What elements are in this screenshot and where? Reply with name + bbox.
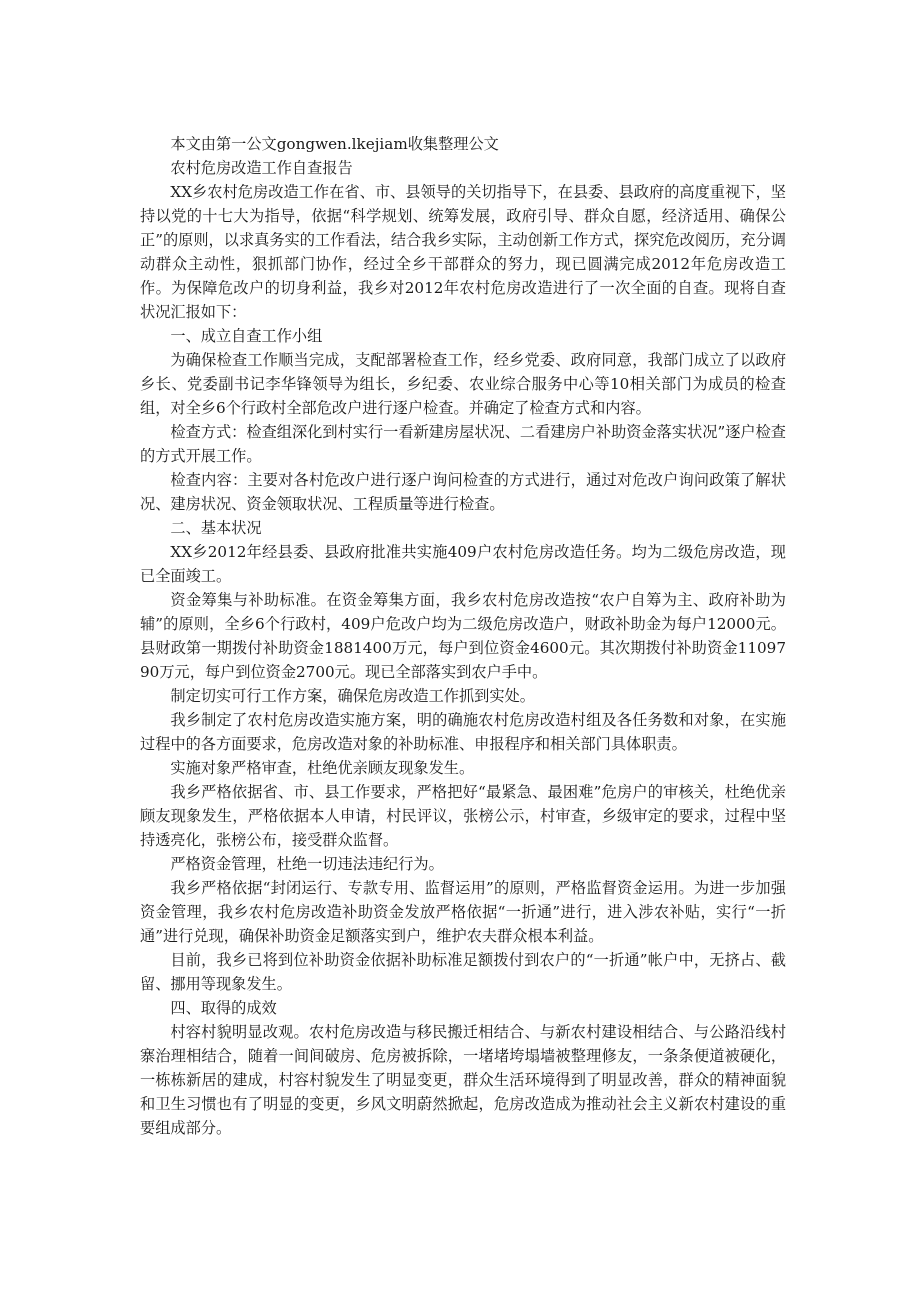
source-line: 本文由第一公文gongwen.lkejiam收集整理公文 [170, 135, 499, 153]
paragraph-work-plan: 我乡制定了农村危房改造实施方案，明的确施农村危房改造村组及各任务数和对象，在实施过程中的各方面要求，危房改造对象的补助标准、申报程序和相关部门具体职责。 [140, 711, 786, 753]
paragraph-funding: 资金筹集与补助标准。在资金筹集方面，我乡农村危房改造按“农户自筹为主、政府补助为辅”的原则，全乡6个行政村，409户危改户均为二级危房改造户，财政补助金为每户12000元。县财政第一期拨付补助资金1881400万元，每户到位资金4600元。其次期拨付补助资金1109790万元，每户到位资金2700元。现已全部落实到农户手中。 [140, 591, 786, 681]
section-heading-2: 二、基本状况 [170, 519, 262, 537]
subheading-fund-management: 严格资金管理，杜绝一切违法违纪行为。 [170, 855, 444, 873]
section-heading-4: 四、取得的成效 [170, 999, 277, 1017]
paragraph-inspection-method: 检查方式：检查组深化到村实行一看新建房屋状况、二看建房户补助资金落实状况”逐户检查的方式开展工作。 [140, 423, 786, 465]
paragraph-basic-status: XX乡2012年经县委、县政府批准共实施409户农村危房改造任务。均为二级危房改造，现已全面竣工。 [140, 543, 786, 585]
report-title: 农村危房改造工作自查报告 [170, 159, 353, 177]
paragraph-review: 我乡严格依据省、市、县工作要求，严格把好“最紧急、最困难”危房户的审核关，杜绝优亲顾友现象发生，严格依据本人申请，村民评议，张榜公示，村审查，乡级审定的要求，过程中坚持透亮化，张榜公布，接受群众监督。 [140, 783, 786, 849]
section-heading-1: 一、成立自查工作小组 [170, 327, 323, 345]
paragraph-group-setup: 为确保检查工作顺当完成，支配部署检查工作，经乡党委、政府同意，我部门成立了以政府乡长、党委副书记李华锋领导为组长，乡纪委、农业综合服务中心等10相关部门为成员的检查组，对全乡6个行政村全部危改户进行逐户检查。并确定了检查方式和内容。 [140, 351, 786, 417]
paragraph-intro: XX乡农村危房改造工作在省、市、县领导的关切指导下，在县委、县政府的高度重视下，坚持以党的十七大为指导，依据“科学规划、统筹发展，政府引导、群众自愿，经济适用、确保公正”的原则，以求真务实的工作看法，结合我乡实际，主动创新工作方式，探究危改阅历，充分调动群众主动性，狠抓部门协作，经过全乡干部群众的努力，现已圆满完成2012年危房改造工作。为保障危改户的切身利益，我乡对2012年农村危房改造进行了一次全面的自查。现将自查状况汇报如下： [140, 183, 786, 321]
paragraph-fund-management: 我乡严格依据“封闭运行、专款专用、监督运用”的原则，严格监督资金运用。为进一步加强资金管理，我乡农村危房改造补助资金发放严格依据“一折通”进行，进入涉农补贴，实行“一折通”进行兑现，确保补助资金足额落实到户，维护农夫群众根本利益。 [140, 879, 786, 945]
paragraph-current-status: 目前，我乡已将到位补助资金依据补助标准足额拨付到农户的“一折通”帐户中，无挤占、截留、挪用等现象发生。 [140, 951, 786, 993]
subheading-work-plan: 制定切实可行工作方案，确保危房改造工作抓到实处。 [170, 687, 535, 705]
paragraph-inspection-content: 检查内容：主要对各村危改户进行逐户询问检查的方式进行，通过对危改户询问政策了解状况、建房状况、资金领取状况、工程质量等进行检查。 [140, 471, 786, 513]
document-body [140, 132, 786, 1140]
paragraph-results: 村容村貌明显改观。农村危房改造与移民搬迁相结合、与新农村建设相结合、与公路沿线村寨治理相结合，随着一间间破房、危房被拆除，一堵堵垮塌墙被整理修友，一条条便道被硬化，一栋栋新居的建成，村容村貌发生了明显变更，群众生活环境得到了明显改善，群众的精神面貌和卫生习惯也有了明显的变更，乡风文明蔚然掀起，危房改造成为推动社会主义新农村建设的重要组成部分。 [140, 1023, 786, 1137]
subheading-review: 实施对象严格审查，杜绝优亲顾友现象发生。 [170, 759, 475, 777]
